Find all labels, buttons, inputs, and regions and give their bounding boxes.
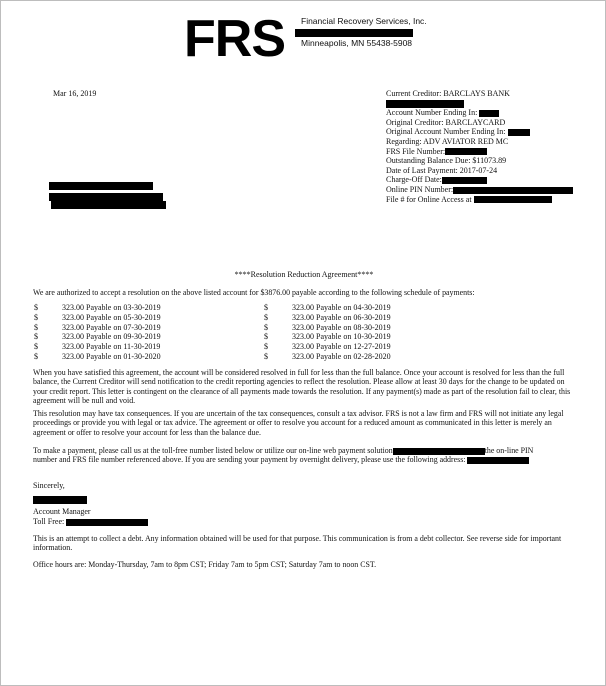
file-online-label: File # for Online Access at: [386, 194, 472, 204]
currency-symbol: $: [264, 303, 268, 312]
agreement-intro: We are authorized to accept a resolution on the above listed account for $3876.00 payable according to the following schedule of payments:: [33, 288, 475, 297]
payment-row: [34, 332, 161, 342]
redaction: [393, 448, 485, 455]
company-name: Financial Recovery Services, Inc.: [301, 16, 427, 26]
payment-amount: 323.00: [62, 322, 84, 332]
payment-date: Payable on 02-28-2020: [316, 351, 391, 361]
currency-symbol: $: [264, 342, 268, 352]
payment-row: [34, 313, 161, 323]
payment-row: [34, 323, 161, 333]
payment-text: the on-line PIN: [484, 446, 534, 455]
letter-date: Mar 16, 2019: [53, 89, 97, 98]
payment-amount: 323.00: [62, 332, 84, 342]
payment-date: Payable on 11-30-2019: [86, 342, 161, 352]
resolved-paragraph: When you have satisfied this agreement, the account will be considered resolved in full for less than the full balance. Once your account is resolved for less than the full balance, the Current Creditor will send notification to the credit reporting agencies to reflect the resolution. Please allow at least 30 days for the change to be updated on your credit report. This letter is contingent on the clearance of all payments made towards the resolution. If any payment(s) made as part of the resolution fail to clear, this agreement will be null and void.: [33, 368, 571, 406]
payment-amount: 323.00: [62, 342, 84, 352]
redaction: [445, 148, 487, 155]
redaction: [66, 519, 148, 526]
account-info-block: [386, 89, 596, 204]
payment-date: Payable on 08-30-2019: [316, 322, 391, 332]
currency-symbol: $: [34, 351, 38, 361]
payment-amount: 323.00: [292, 312, 314, 322]
regarding: Regarding: ADV AVIATOR RED MC: [386, 136, 509, 146]
redaction: [386, 100, 464, 108]
payment-row: [264, 303, 391, 313]
redaction: [49, 193, 163, 201]
toll-free-label: Toll Free:: [33, 517, 65, 526]
last-payment: Date of Last Payment: 2017-07-24: [386, 165, 498, 175]
agreement-title: ****Resolution Reduction Agreement****: [234, 270, 374, 279]
currency-symbol: $: [34, 342, 38, 352]
frs-file-line: [386, 147, 596, 157]
account-manager: Account Manager: [33, 507, 91, 516]
company-city: Minneapolis, MN 55438-5908: [301, 38, 413, 48]
payment-date: Payable on 07-30-2019: [86, 322, 161, 332]
currency-symbol: $: [34, 303, 38, 312]
redaction: [295, 29, 413, 37]
payment-row: [264, 332, 391, 342]
charge-off-line: [386, 175, 596, 185]
redaction: [453, 187, 573, 194]
redaction: [467, 457, 529, 464]
payment-date: Payable on 06-30-2019: [316, 312, 391, 322]
online-pin-line: [386, 185, 596, 195]
payment-date: Payable on 09-30-2019: [86, 332, 161, 342]
payment-date: Payable on 12-27-2019: [316, 342, 391, 352]
account-number-line: [386, 108, 596, 118]
redaction: [474, 196, 552, 203]
payment-row: [34, 342, 161, 352]
payment-row: [264, 313, 391, 323]
tax-paragraph: This resolution may have tax consequences. If you are uncertain of the tax consequences, consult a tax advisor. FRS is not a law firm and FRS will not initiate any legal proceedings or provide you with legal or tax advice. The agreement or offer to resolve you account for a reduced amount as communicated in this letter is merely an agreement or offer to resolve your account for less than the balance due.: [33, 409, 564, 437]
payment-text: To make a payment, please call us at the toll-free number listed below or utilize our on-line web payment solution: [33, 446, 393, 455]
payment-row: [264, 342, 391, 352]
payment-amount: 323.00: [292, 322, 314, 332]
currency-symbol: $: [34, 332, 38, 342]
file-online-line: [386, 195, 596, 205]
charge-off-label: Charge-Off Date:: [386, 175, 442, 185]
frs-logo: FRS: [184, 10, 285, 68]
payment-amount: 323.00: [62, 312, 84, 322]
balance-due: Outstanding Balance Due: $11073.89: [386, 156, 507, 166]
frs-file-label: FRS File Number:: [386, 146, 446, 156]
currency-symbol: $: [264, 332, 268, 342]
original-account-label: Original Account Number Ending In:: [386, 127, 506, 137]
payment-amount: 323.00: [62, 351, 84, 361]
payment-text: number and FRS file number referenced above. If you are sending your payment by overnight delivery, please use the following address:: [33, 455, 466, 465]
disclaimer: This is an attempt to collect a debt. Any information obtained will be used for that purpose. This communication is from a debt collector. See reverse side for important information.: [33, 534, 562, 553]
payment-date: Payable on 05-30-2019: [86, 312, 161, 322]
currency-symbol: $: [264, 351, 268, 361]
payment-date: Payable on 04-30-2019: [316, 303, 391, 312]
currency-symbol: $: [34, 312, 38, 322]
redaction: [479, 110, 499, 117]
toll-free-line: [33, 517, 148, 527]
payment-row: [264, 323, 391, 333]
payment-row: [34, 352, 161, 362]
online-pin-label: Online PIN Number:: [386, 184, 454, 194]
payment-amount: 323.00: [292, 351, 314, 361]
currency-symbol: $: [34, 322, 38, 332]
redaction: [49, 182, 153, 190]
payment-row: [264, 352, 391, 362]
current-creditor: Current Creditor: BARCLAYS BANK: [386, 89, 510, 98]
currency-symbol: $: [264, 322, 268, 332]
payment-schedule-left: [34, 303, 161, 362]
currency-symbol: $: [264, 312, 268, 322]
payment-date: Payable on 10-30-2019: [316, 332, 391, 342]
payment-date: Payable on 03-30-2019: [86, 303, 161, 312]
payment-amount: 323.00: [292, 342, 314, 352]
redaction: [442, 177, 487, 184]
payment-paragraph: [33, 446, 573, 465]
sincerely: Sincerely,: [33, 481, 65, 490]
payment-line-2: [33, 455, 573, 464]
original-creditor: Original Creditor: BARCLAYCARD: [386, 117, 506, 127]
payment-amount: 323.00: [62, 303, 84, 312]
redaction: [33, 496, 87, 504]
payment-row: [34, 303, 161, 313]
payment-line-1: [33, 446, 573, 455]
account-number-label: Account Number Ending In:: [386, 108, 478, 118]
redacted-name-line: [386, 99, 596, 109]
company-address: [301, 16, 427, 49]
office-hours: Office hours are: Monday-Thursday, 7am to 8pm CST; Friday 7am to 5pm CST; Saturday 7am to noon CST.: [33, 560, 377, 569]
redaction: [508, 129, 530, 136]
payment-amount: 323.00: [292, 303, 314, 312]
original-account-line: [386, 127, 596, 137]
payment-amount: 323.00: [292, 332, 314, 342]
payment-schedule-right: [264, 303, 391, 362]
payment-date: Payable on 01-30-2020: [86, 351, 161, 361]
redaction: [51, 201, 166, 209]
